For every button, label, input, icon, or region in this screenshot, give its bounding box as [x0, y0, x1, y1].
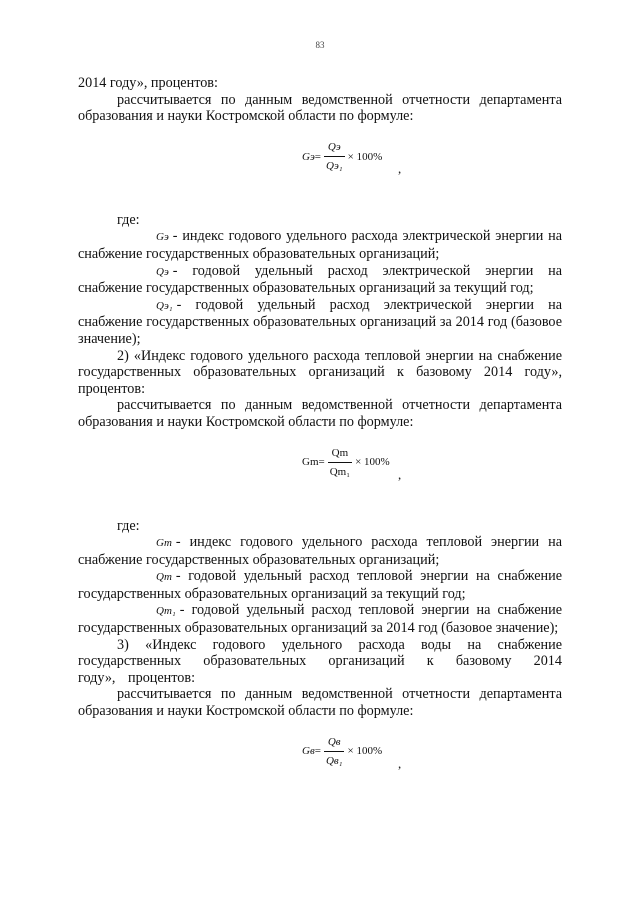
definition-text: - индекс годового удельного расхода тепловой энергии на снабжение государственных образовательных организаций; — [78, 534, 562, 568]
definition-text: - годовой удельный расход тепловой энергии на снабжение государственных образовательных организаций за текущий год; — [78, 568, 562, 602]
definition — [78, 263, 562, 297]
definition — [78, 228, 562, 262]
formula-equals: = — [318, 456, 325, 469]
paragraph: где: — [117, 517, 140, 534]
definition-text: - индекс годового удельного расхода электрической энергии на снабжение государственных образовательных организаций; — [78, 228, 562, 262]
page-number: 83 — [315, 40, 325, 50]
formula-multiplier: × 100% — [347, 745, 383, 758]
definition — [78, 568, 562, 602]
paragraph: 3) «Индекс годового удельного расхода воды на снабжение государственных образовательных организаций к базовому 2014 году», процентов: — [78, 636, 562, 686]
formula-comma: , — [398, 755, 402, 771]
formula-denominator: Qэ₁ — [324, 156, 345, 175]
definition-symbol: Gэ — [156, 231, 169, 244]
formula-electricity — [78, 131, 562, 187]
paragraph: рассчитывается по данным ведомственной отчетности департамента образования и науки Костромской области по формуле: — [78, 91, 562, 125]
definition-symbol: Qэ — [156, 265, 169, 278]
definition-text: - годовой удельный расход тепловой энергии на снабжение государственных образовательных организаций за 2014 год (базовое значение); — [78, 602, 562, 637]
formula-lhs: Gm — [302, 456, 319, 469]
paragraph: где: — [117, 211, 140, 228]
formula — [302, 734, 382, 770]
paragraph: 2014 году», процентов: — [78, 75, 218, 91]
formula — [302, 445, 390, 481]
formula-fraction — [324, 734, 345, 770]
definition-symbol: Qm — [156, 571, 172, 584]
definition — [78, 297, 562, 348]
formula-equals: = — [314, 150, 322, 163]
definition — [78, 602, 562, 636]
formula-heat — [78, 437, 562, 493]
definition-symbol: Qэ₁ — [156, 299, 173, 312]
formula-lhs: Gэ — [302, 150, 315, 163]
definition-symbol: Gm — [156, 537, 172, 550]
formula-numerator: Qэ — [327, 140, 341, 153]
definition — [78, 534, 562, 568]
paragraph: рассчитывается по данным ведомственной отчетности департамента образования и науки Костромской области по формуле: — [78, 397, 562, 430]
formula-comma: , — [398, 466, 402, 482]
paragraph: 2) «Индекс годового удельного расхода тепловой энергии на снабжение государственных образовательных организаций к базовому 2014 году», процентов: — [78, 347, 562, 397]
paragraph: рассчитывается по данным ведомственной отчетности департамента образования и науки Костромской области по формуле: — [78, 686, 562, 720]
formula — [302, 139, 382, 175]
formula-fraction — [324, 139, 345, 175]
formula-comma: , — [398, 160, 402, 176]
formula-denominator: Qm₁ — [328, 462, 352, 481]
page-content — [78, 75, 562, 782]
formula-multiplier: × 100% — [355, 456, 390, 469]
definition-text: - годовой удельный расход электрической энергии на снабжение государственных образовательных организаций за 2014 год (базовое значение); — [78, 296, 562, 347]
formula-fraction — [328, 445, 352, 481]
formula-water — [78, 726, 562, 782]
formula-multiplier: × 100% — [347, 150, 383, 163]
formula-denominator: Qв₁ — [324, 751, 345, 770]
formula-equals: = — [314, 745, 321, 758]
definition-symbol: Qm₁ — [156, 605, 176, 618]
formula-lhs: Gв — [302, 745, 315, 758]
formula-numerator: Qв — [327, 735, 341, 748]
formula-numerator: Qm — [331, 446, 349, 459]
definition-text: - годовой удельный расход электрической энергии на снабжение государственных образовательных организаций за текущий год; — [78, 262, 562, 297]
